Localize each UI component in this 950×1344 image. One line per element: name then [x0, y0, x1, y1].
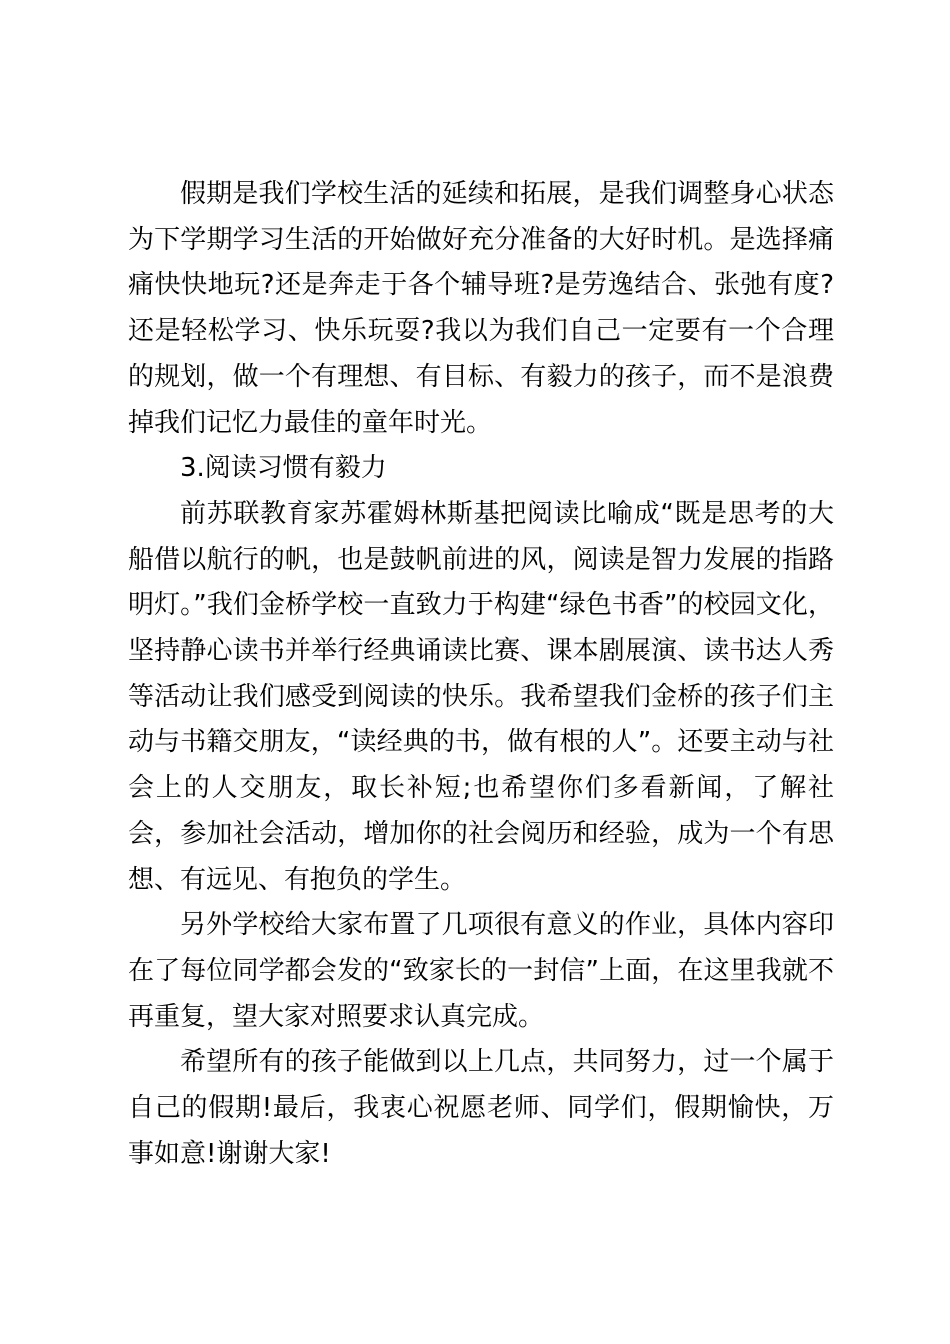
- paragraph-vacation-planning: 假期是我们学校生活的延续和拓展，是我们调整身心状态为下学期学习生活的开始做好充分准备的大好时机。是选择痛痛快快地玩?还是奔走于各个辅导班?是劳逸结合、张弛有度?还是轻松学习、快乐玩耍?我以为我们自己一定要有一个合理的规划，做一个有理想、有目标、有毅力的孩子，而不是浪费掉我们记忆力最佳的童年时光。: [128, 179, 834, 438]
- paragraph-homework: 另外学校给大家布置了几项很有意义的作业，具体内容印在了每位同学都会发的“致家长的一封信”上面，在这里我就不再重复，望大家对照要求认真完成。: [128, 910, 834, 1032]
- paragraph-closing: 希望所有的孩子能做到以上几点，共同努力，过一个属于自己的假期!最后，我衷心祝愿老师、同学们，假期愉快，万事如意!谢谢大家!: [128, 1047, 834, 1169]
- document-body: [128, 172, 834, 1177]
- section-heading-reading-habits: 3.阅读习惯有毅力: [180, 453, 387, 484]
- paragraph-reading: 前苏联教育家苏霍姆林斯基把阅读比喻成“既是思考的大船借以航行的帆，也是鼓帆前进的风，阅读是智力发展的指路明灯。”我们金桥学校一直致力于构建“绿色书香”的校园文化，坚持静心读书并举行经典诵读比赛、课本剧展演、读书达人秀等活动让我们感受到阅读的快乐。我希望我们金桥的孩子们主动与书籍交朋友，“读经典的书，做有根的人”。还要主动与社会上的人交朋友，取长补短;也希望你们多看新闻，了解社会，参加社会活动，增加你的社会阅历和经验，成为一个有思想、有远见、有抱负的学生。: [128, 498, 834, 895]
